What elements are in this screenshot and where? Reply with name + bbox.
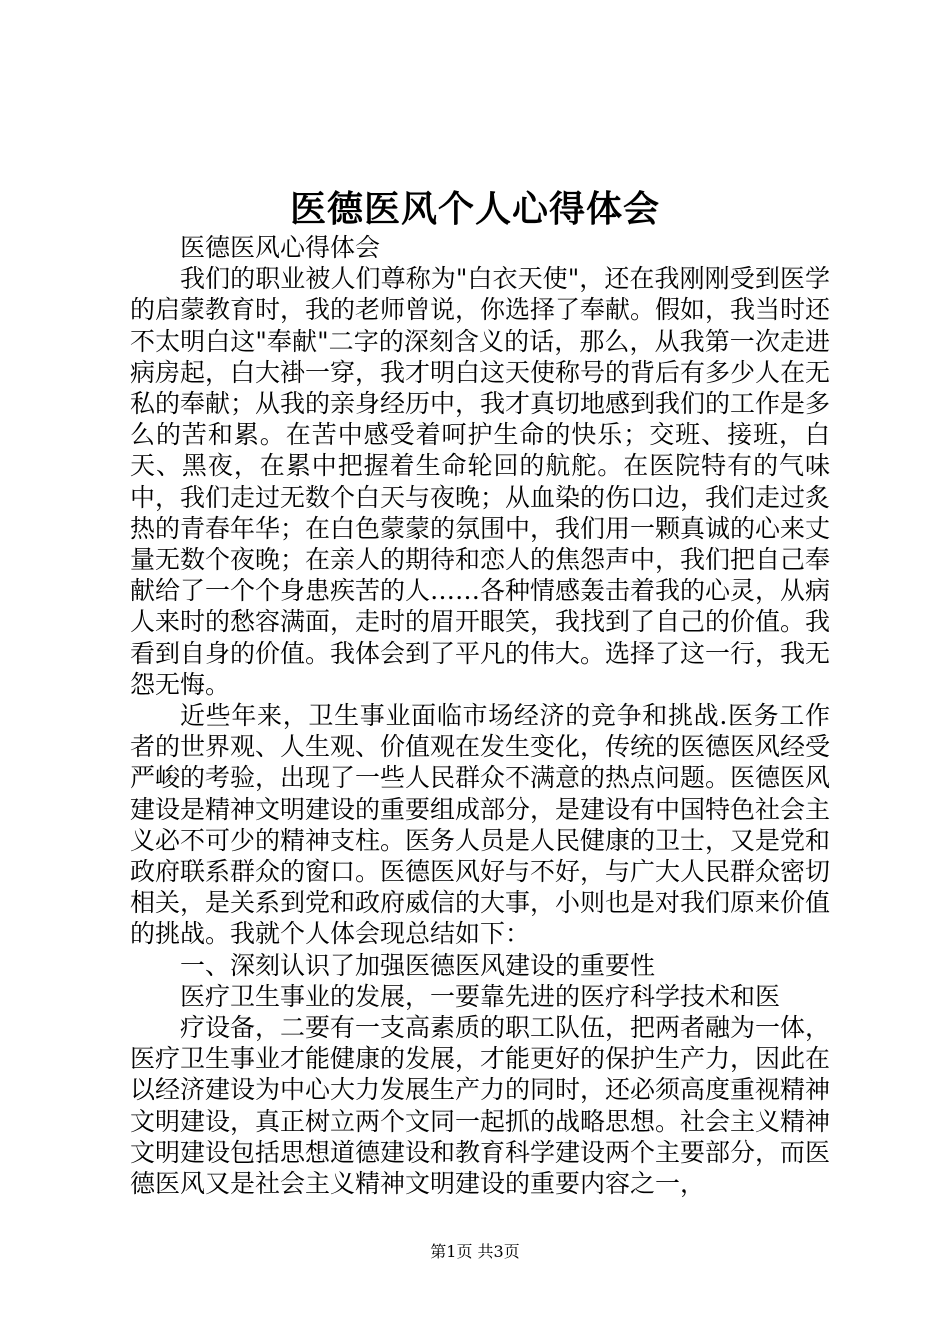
section-heading: 一、深刻认识了加强医德医风建设的重要性	[180, 950, 656, 980]
body-paragraph: 我们的职业被人们尊称为"白衣天使"，还在我刚刚受到医学的启蒙教育时，我的老师曾说，你选择了奉献。假如，我当时还不太明白这"奉献"二字的深刻含义的话，那么，从我第一次走进病房起，白大褂一穿，我才明白这天使称号的背后有多少人在无私的奉献；从我的亲身经历中，我才真切地感到我们的工作是多么的苦和累。在苦中感受着呵护生命的快乐；交班、接班，白天、黑夜，在累中把握着生命轮回的航舵。在医院特有的气味中，我们走过无数个白天与夜晚；从血染的伤口边，我们走过炙热的青春年华；在白色蒙蒙的氛围中，我们用一颗真诚的心来丈量无数个夜晚；在亲人的期待和恋人的焦怨声中，我们把自己奉献给了一个个身患疾苦的人……各种情感轰击着我的心灵，从病人来时的愁容满面，走时的眉开眼笑，我找到了自己的价值。我看到自身的价值。我体会到了平凡的伟大。选择了这一行，我无怨无悔。	[130, 264, 831, 699]
section-heading: 医德医风心得体会	[180, 233, 381, 262]
body-paragraph: 医疗卫生事业的发展，一要靠先进的医疗科学技术和医	[180, 981, 781, 1011]
page-total: 共3页	[477, 1242, 520, 1261]
document-body	[130, 232, 830, 1199]
body-paragraph: 疗设备，二要有一支高素质的职工队伍，把两者融为一体，医疗卫生事业才能健康的发展，才能更好的保护生产力，因此在以经济建设为中心大力发展生产力的同时，还必须高度重视精神文明建设，真正树立两个文同一起抓的战略思想。社会主义精神文明建设包括思想道德建设和教育科学建设两个主要部分，而医德医风又是社会主义精神文明建设的重要内容之一，	[130, 1013, 831, 1199]
page-footer	[0, 1240, 950, 1264]
page-number: 第1页	[430, 1242, 473, 1261]
body-paragraph: 近些年来，卫生事业面临市场经济的竞争和挑战.医务工作者的世界观、人生观、价值观在发生变化，传统的医德医风经受严峻的考验，出现了一些人民群众不满意的热点问题。医德医风建设是精神文明建设的重要组成部分，是建设有中国特色社会主义必不可少的精神支柱。医务人员是人民健康的卫士，又是党和政府联系群众的窗口。医德医风好与不好，与广大人民群众密切相关，是关系到党和政府威信的大事，小则也是对我们原来价值的挑战。我就个人体会现总结如下：	[130, 701, 831, 949]
document-title: 医德医风个人心得体会	[289, 188, 660, 230]
